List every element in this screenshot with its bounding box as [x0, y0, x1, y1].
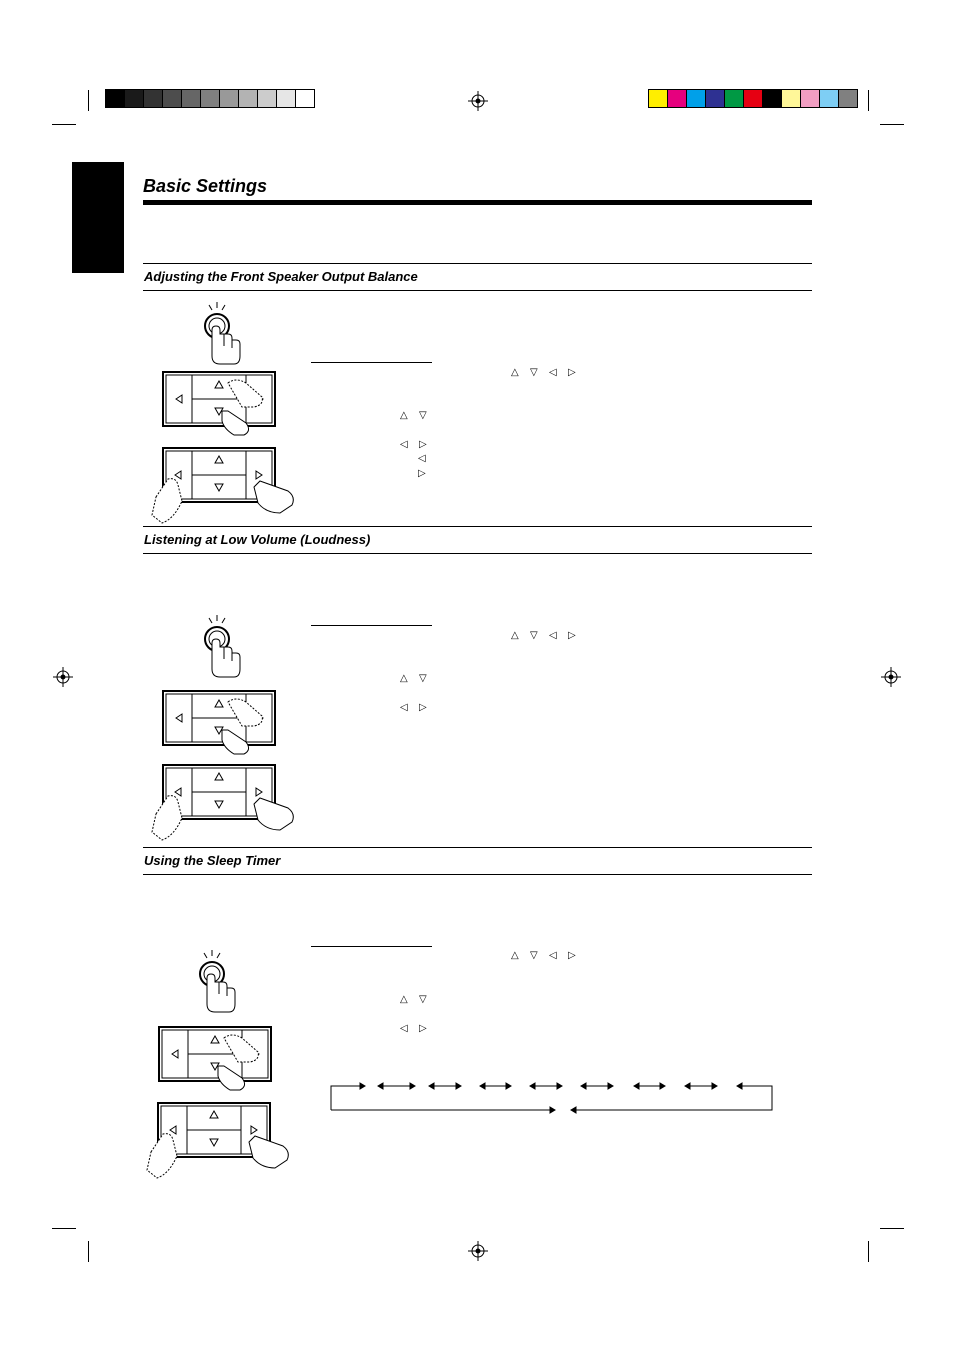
- color-swatch: [106, 90, 125, 107]
- registration-target-icon: [468, 91, 488, 111]
- remote-button-press-icon: [196, 300, 242, 366]
- color-swatch: [725, 90, 744, 107]
- right-key-glyph: ▷: [419, 702, 427, 713]
- up-key-glyph: △: [400, 994, 408, 1005]
- left-key-glyph: ◁: [400, 1023, 408, 1034]
- divider: [311, 946, 432, 947]
- crop-mark: [868, 90, 869, 111]
- color-swatch: [763, 90, 782, 107]
- section-heading-text: Using the Sleep Timer: [144, 853, 281, 868]
- left-key-glyph: ◁: [400, 702, 408, 713]
- color-swatch: [820, 90, 839, 107]
- down-key-glyph: ▽: [419, 994, 427, 1005]
- section-heading-text: Adjusting the Front Speaker Output Balance: [144, 269, 418, 284]
- remote-button-press-icon: [191, 948, 237, 1014]
- color-swatch: [801, 90, 820, 107]
- right-key-glyph: ▷: [419, 1023, 427, 1034]
- color-swatch: [239, 90, 258, 107]
- color-swatch: [220, 90, 239, 107]
- color-swatch: [296, 90, 314, 107]
- cursor-keypad-left-right: [150, 764, 296, 842]
- left-key-glyph: ◁: [549, 950, 557, 961]
- section-heading-loudness: [143, 526, 812, 554]
- color-calibration-bar: [648, 89, 858, 108]
- color-swatch: [201, 90, 220, 107]
- color-swatch: [706, 90, 725, 107]
- right-key-glyph: ▷: [568, 950, 576, 961]
- page-title: Basic Settings: [143, 176, 268, 196]
- cursor-keypad-left-right: [150, 447, 296, 525]
- right-key-glyph: ▷: [568, 367, 576, 378]
- cursor-keypad-up-down: [158, 1026, 272, 1092]
- remote-button-press-icon: [196, 613, 242, 679]
- language-edge-tab: [72, 162, 124, 273]
- cursor-keypad-up-down: [162, 690, 276, 756]
- crop-mark: [88, 90, 89, 111]
- color-swatch: [144, 90, 163, 107]
- color-swatch: [839, 90, 857, 107]
- up-key-glyph: △: [400, 673, 408, 684]
- crop-mark: [880, 1228, 904, 1229]
- color-swatch: [277, 90, 296, 107]
- crop-mark: [88, 1241, 89, 1262]
- left-key-glyph: ◁: [549, 630, 557, 641]
- section-heading-text: Listening at Low Volume (Loudness): [144, 532, 371, 547]
- sleep-timer-cycle-diagram: [328, 1080, 776, 1114]
- gray-scale-bar: [105, 89, 315, 108]
- registration-target-icon: [53, 667, 73, 687]
- crop-mark: [868, 1241, 869, 1262]
- color-swatch: [668, 90, 687, 107]
- registration-target-icon: [468, 1241, 488, 1261]
- right-key-glyph: ▷: [568, 630, 576, 641]
- left-key-glyph: ◁: [418, 453, 426, 464]
- title-rule: [143, 200, 812, 205]
- divider: [311, 625, 432, 626]
- color-swatch: [744, 90, 763, 107]
- left-key-glyph: ◁: [549, 367, 557, 378]
- color-swatch: [258, 90, 277, 107]
- color-swatch: [125, 90, 144, 107]
- up-key-glyph: △: [511, 367, 519, 378]
- cursor-keypad-left-right: [145, 1102, 291, 1180]
- color-swatch: [182, 90, 201, 107]
- crop-mark: [880, 124, 904, 125]
- section-heading-balance: [143, 263, 812, 291]
- down-key-glyph: ▽: [530, 950, 538, 961]
- down-key-glyph: ▽: [419, 410, 427, 421]
- down-key-glyph: ▽: [530, 630, 538, 641]
- down-key-glyph: ▽: [419, 673, 427, 684]
- color-swatch: [687, 90, 706, 107]
- up-key-glyph: △: [511, 630, 519, 641]
- down-key-glyph: ▽: [530, 367, 538, 378]
- crop-mark: [52, 124, 76, 125]
- up-key-glyph: △: [400, 410, 408, 421]
- cursor-keypad-up-down: [162, 371, 276, 437]
- right-key-glyph: ▷: [418, 468, 426, 479]
- color-swatch: [782, 90, 801, 107]
- color-swatch: [649, 90, 668, 107]
- divider: [311, 362, 432, 363]
- right-key-glyph: ▷: [419, 439, 427, 450]
- crop-mark: [52, 1228, 76, 1229]
- color-swatch: [163, 90, 182, 107]
- left-key-glyph: ◁: [400, 439, 408, 450]
- registration-target-icon: [881, 667, 901, 687]
- section-heading-sleep-timer: [143, 847, 812, 875]
- up-key-glyph: △: [511, 950, 519, 961]
